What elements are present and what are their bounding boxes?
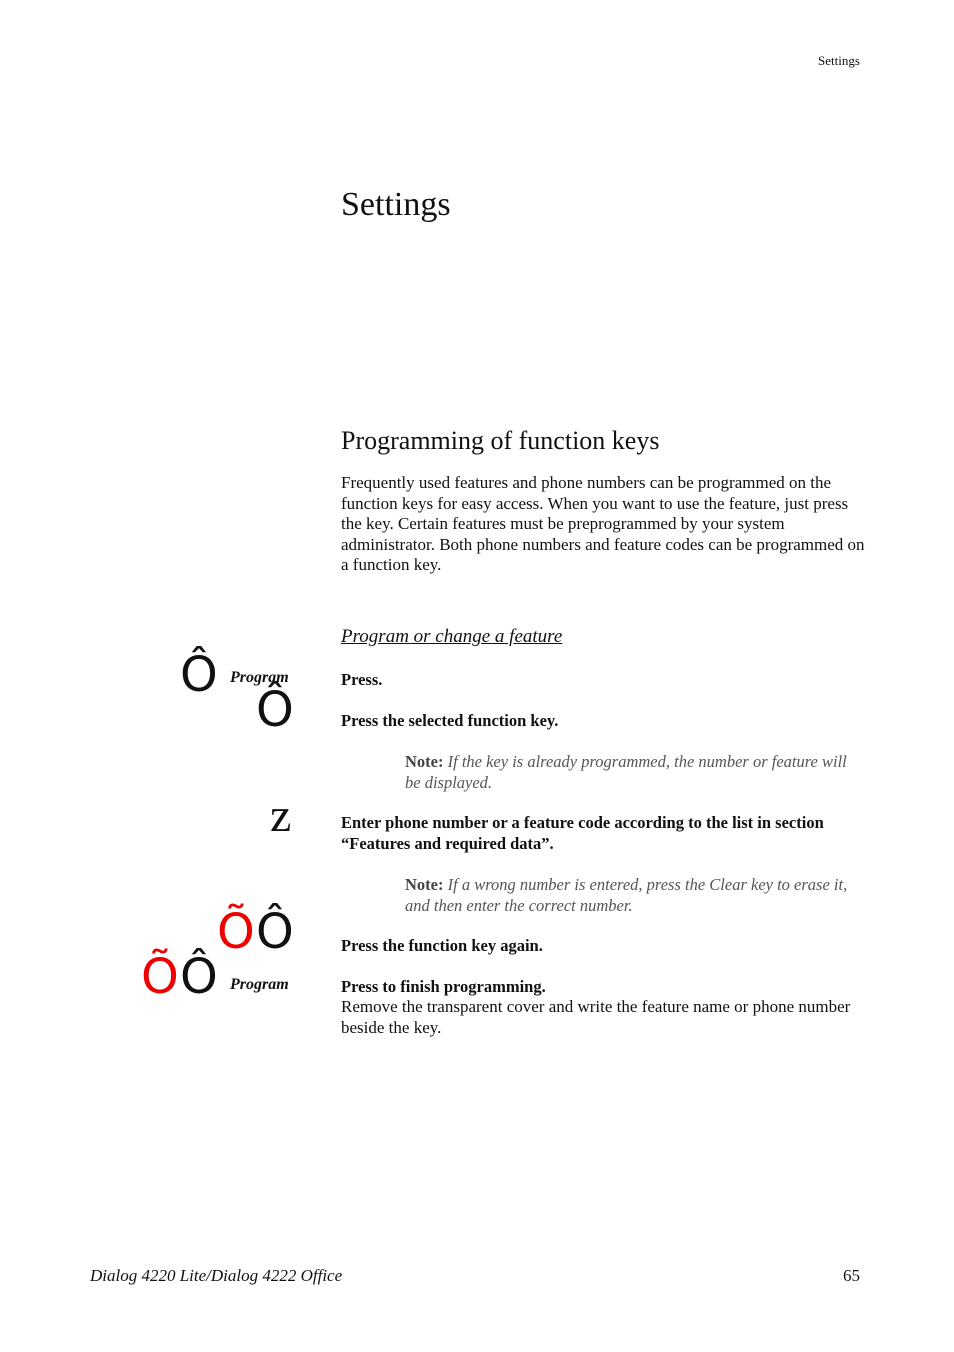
- page-title: Settings: [341, 186, 451, 223]
- note-text: If a wrong number is entered, press the Clear key to erase it, and then enter the correct number.: [405, 875, 848, 915]
- program-key-label: Program: [230, 976, 289, 993]
- led-icon: Õ: [141, 949, 179, 1005]
- step-press-function-key: Press the selected function key.: [341, 711, 559, 730]
- function-key-icon: Ô: [256, 904, 294, 960]
- note: [405, 751, 865, 793]
- step-finish-programming: Press to finish programming.: [341, 977, 546, 996]
- keypad-icon: z: [270, 789, 292, 842]
- step-enter-number: Enter phone number or a feature code according to the list in section “Features and required data”.: [341, 813, 824, 853]
- program-key-icon: Ô: [180, 647, 218, 703]
- note-label: Note:: [405, 875, 444, 894]
- program-key-icon: Ô: [180, 949, 218, 1005]
- led-icon: Õ: [217, 904, 255, 960]
- function-key-icon: Ô: [256, 682, 294, 738]
- note-label: Note:: [405, 752, 444, 771]
- footer-product: Dialog 4220 Lite/Dialog 4222 Office: [90, 1266, 343, 1285]
- program-key-label: Program: [230, 669, 289, 686]
- final-instruction: Remove the transparent cover and write the feature name or phone number beside the key.: [341, 997, 851, 1037]
- section-title: Programming of function keys: [341, 426, 660, 455]
- note: [405, 874, 865, 916]
- step-press: Press.: [341, 670, 383, 689]
- running-head: Settings: [818, 53, 860, 68]
- page-number: 65: [843, 1266, 860, 1285]
- step-press-function-key-again: Press the function key again.: [341, 936, 543, 955]
- intro-paragraph: Frequently used features and phone numbers can be programmed on the function keys for easy access. When you want to use the feature, just press the key. Certain features must be preprogrammed by your system administrator. Both phone numbers and feature codes can be programmed on a function key.: [341, 473, 865, 575]
- note-text: If the key is already programmed, the number or feature will be displayed.: [405, 752, 847, 792]
- procedure-title: Program or change a feature: [341, 626, 563, 647]
